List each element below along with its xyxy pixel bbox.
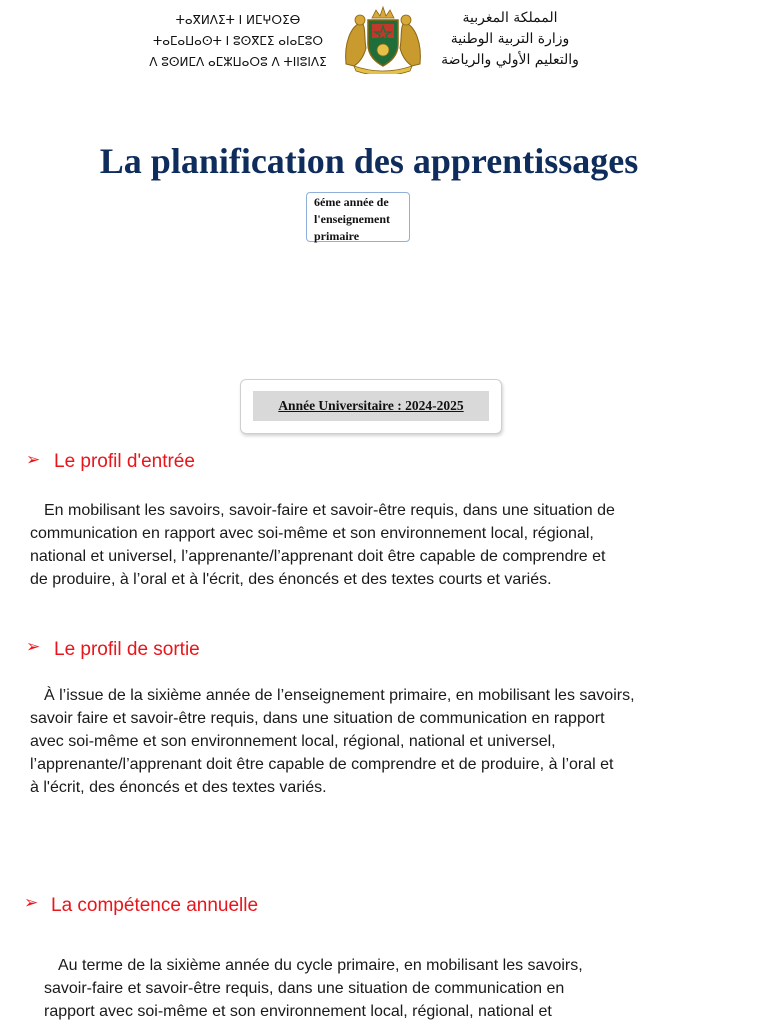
moroccan-coat-of-arms-icon bbox=[340, 4, 426, 74]
section-text-annual-competence bbox=[44, 954, 714, 1023]
section-heading-annual-competence: La compétence annuelle bbox=[51, 895, 259, 916]
paragraph-line: l’apprenante/l’apprenant doit être capable de comprendre et de produire, à l’oral et bbox=[30, 756, 614, 773]
paragraph-line: rapport avec soi-même et son environnement local, régional, national et bbox=[44, 1003, 552, 1020]
paragraph-line: À l’issue de la sixième année de l’enseignement primaire, en mobilisant les savoirs, bbox=[44, 687, 635, 704]
academic-year-label: Année Universitaire : 2024-2025 bbox=[253, 391, 489, 421]
tifinagh-line: ⴷ ⵓⵙⵍⵎⴷ ⴰⵎⵣⵡⴰⵔⵓ ⴷ ⵜⵏⵏⵓⵏⴷⵉ bbox=[149, 55, 327, 69]
grade-level-line: l'enseignement bbox=[314, 212, 390, 226]
bullet-arrow-icon: ➢ bbox=[24, 893, 39, 912]
paragraph-line: national et universel, l’apprenante/l’apprenant doit être capable de comprendre et bbox=[30, 548, 606, 565]
paragraph-line: savoir-faire et savoir-être requis, dans une situation de communication en bbox=[44, 980, 565, 997]
paragraph-line: Au terme de la sixième année du cycle primaire, en mobilisant les savoirs, bbox=[58, 957, 583, 974]
ministry-name-tifinagh bbox=[138, 10, 338, 73]
bullet-arrow-icon: ➢ bbox=[26, 450, 41, 469]
section-heading-exit-profile: Le profil de sortie bbox=[54, 639, 200, 660]
ministry-name-arabic bbox=[420, 8, 600, 71]
arabic-line: المملكة المغربية bbox=[462, 10, 558, 26]
page-title: La planification des apprentissages bbox=[99, 141, 639, 181]
paragraph-line: savoir faire et savoir-être requis, dans une situation de communication en rapport bbox=[30, 710, 605, 727]
grade-level-box bbox=[306, 192, 410, 242]
paragraph-line: En mobilisant les savoirs, savoir-faire et savoir-être requis, dans une situation de bbox=[44, 502, 615, 519]
section-text-exit-profile bbox=[30, 684, 720, 799]
section-heading-entry-profile: Le profil d'entrée bbox=[54, 451, 195, 472]
paragraph-line: à l'écrit, des énoncés et des textes variés. bbox=[30, 779, 327, 796]
tifinagh-line: ⵜⴰⴳⵍⴷⵉⵜ ⵏ ⵍⵎⵖⵔⵉⴱ bbox=[175, 13, 301, 27]
bullet-arrow-icon: ➢ bbox=[26, 637, 41, 656]
paragraph-line: avec soi-même et son environnement local, régional, national et universel, bbox=[30, 733, 556, 750]
paragraph-line: communication en rapport avec soi-même et son environnement local, régional, bbox=[30, 525, 594, 542]
paragraph-line: de produire, à l’oral et à l'écrit, des énoncés et des textes courts et variés. bbox=[30, 571, 552, 588]
arabic-line: وزارة التربية الوطنية bbox=[450, 31, 570, 47]
grade-level-line: 6éme année de bbox=[314, 195, 389, 209]
section-text-entry-profile bbox=[30, 499, 720, 591]
arabic-line: والتعليم الأولي والرياضة bbox=[441, 52, 579, 68]
grade-level-line: primaire bbox=[314, 229, 360, 243]
tifinagh-line: ⵜⴰⵎⴰⵡⴰⵙⵜ ⵏ ⵓⵙⴳⵎⵉ ⴰⵏⴰⵎⵓⵔ bbox=[152, 34, 323, 48]
